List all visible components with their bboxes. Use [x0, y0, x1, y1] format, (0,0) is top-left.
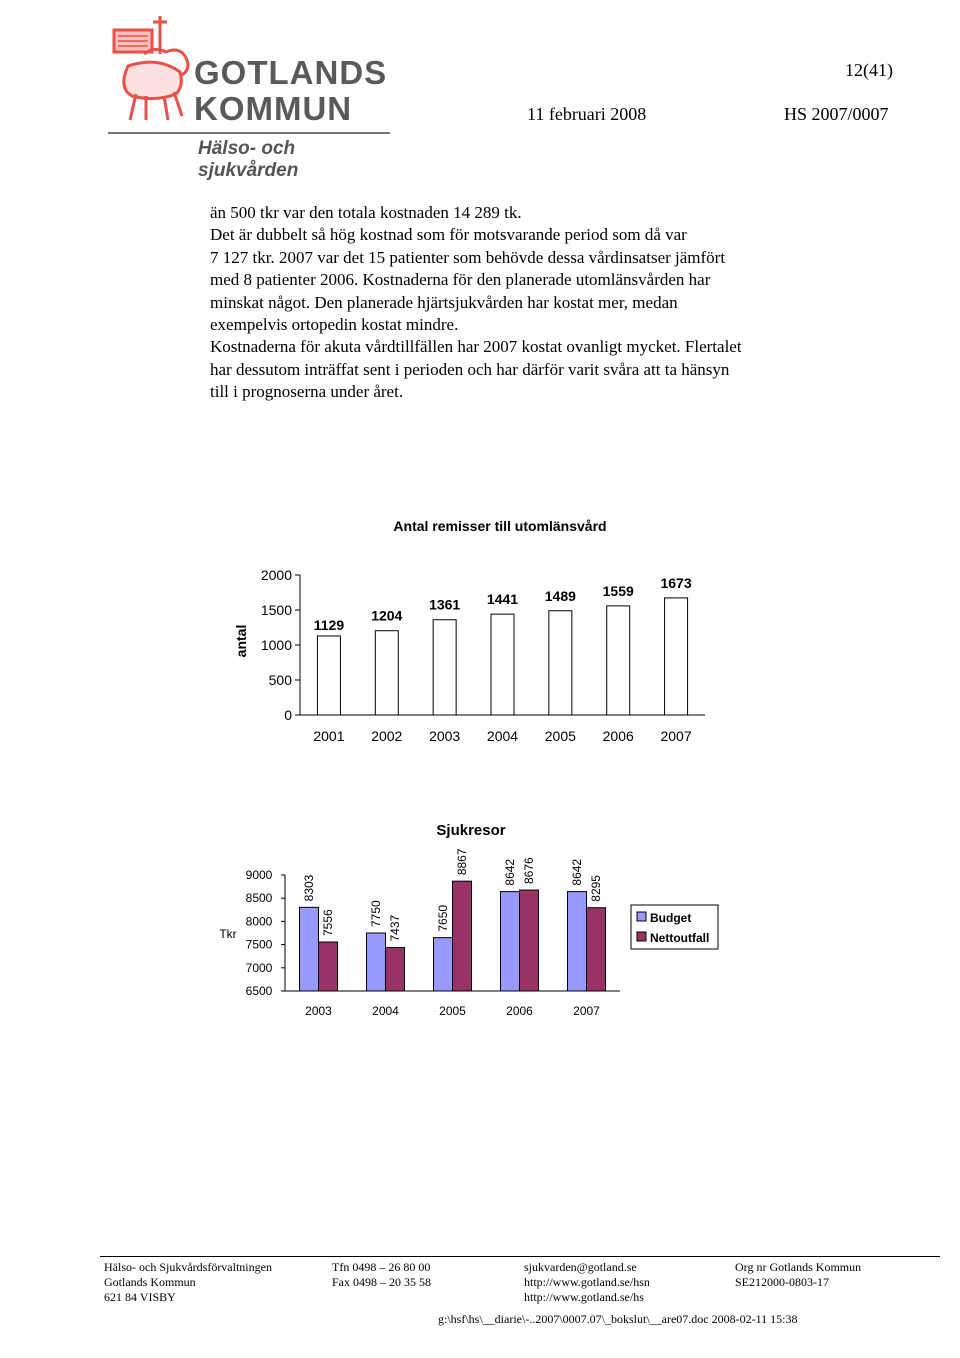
document-date: 11 februari 2008	[527, 104, 647, 124]
data-label: 1361	[429, 596, 461, 613]
data-label: 8295	[589, 875, 603, 902]
body-line: exempelvis ortopedin kostat mindre.	[210, 315, 459, 335]
bar	[300, 907, 319, 991]
bar	[319, 942, 338, 991]
x-tick-label: 2003	[305, 1004, 332, 1018]
data-label: 7750	[369, 900, 383, 927]
data-label: 1489	[544, 587, 576, 604]
x-tick-label: 2002	[371, 728, 403, 744]
bar	[386, 948, 405, 991]
body-line: än 500 tkr var den totala kostnaden 14 289 tk.	[210, 203, 522, 222]
y-tick-label: 6500	[245, 984, 273, 998]
bar	[491, 614, 514, 715]
body-text	[210, 202, 830, 404]
legend-label: Nettoutfall	[650, 931, 710, 945]
footer-website-link[interactable]: http://www.gotland.se/hs	[524, 1290, 644, 1304]
footer-website-link[interactable]: http://www.gotland.se/hsn	[524, 1275, 650, 1289]
footer-address: 621 84 VISBY	[104, 1290, 176, 1304]
bar	[665, 598, 688, 715]
data-label: 8676	[522, 857, 536, 885]
bar	[501, 892, 520, 991]
bar	[607, 606, 630, 715]
body-line: till i prognoserna under året.	[210, 382, 404, 402]
chart-legend	[631, 905, 718, 949]
y-tick-label: 9000	[245, 868, 273, 882]
x-tick-label: 2004	[372, 1004, 399, 1018]
body-line: minskat något. Den planerade hjärtsjukvården har kostat mer, medan	[210, 292, 678, 312]
page-footer	[0, 1252, 960, 1352]
tick-label-group	[246, 868, 601, 1018]
bar	[375, 631, 398, 715]
gotlands-kommun-logo	[108, 14, 398, 181]
body-line: med 8 patienter 2006. Kostnaderna för den planerade utomlänsvården har	[210, 270, 711, 290]
y-tick-label: 8500	[245, 891, 273, 906]
legend-label: Budget	[650, 911, 692, 925]
data-label: 1673	[660, 574, 692, 591]
x-tick-label: 2001	[313, 728, 345, 744]
bar	[433, 620, 456, 715]
footer-divider	[100, 1256, 940, 1257]
bar-group	[300, 881, 606, 991]
footer-phone: Tfn 0498 – 26 80 00	[332, 1260, 431, 1274]
legend-swatch	[637, 912, 646, 921]
x-tick-label: 2005	[439, 1004, 466, 1018]
y-tick-label: 2000	[260, 567, 292, 583]
bar	[549, 611, 572, 715]
x-tick-label: 2007	[573, 1004, 600, 1018]
footer-org-number-label: Org nr Gotlands Kommun	[735, 1260, 862, 1274]
footer-fax: Fax 0498 – 20 35 58	[332, 1275, 431, 1289]
logo-subtitle: Hälso- och sjukvården	[198, 138, 299, 181]
legend-swatch	[637, 932, 646, 941]
bar	[587, 908, 606, 991]
footer-org-number: SE212000-0803-17	[735, 1275, 829, 1289]
x-tick-label: 2007	[660, 728, 692, 744]
chart-title: Antal remisser till utomlänsvård	[393, 518, 607, 534]
page-number: 12(41)	[845, 60, 893, 80]
bar	[453, 881, 472, 991]
logo-name-line2: KOMMUN	[194, 90, 353, 127]
data-label: 8867	[455, 848, 469, 876]
data-label: 8303	[302, 874, 316, 902]
data-label: 1129	[313, 616, 345, 633]
x-tick-label: 2006	[602, 728, 634, 744]
y-tick-label: 8000	[245, 914, 273, 929]
footer-org-unit: Gotlands Kommun	[104, 1275, 196, 1289]
x-tick-label: 2005	[544, 728, 576, 744]
referrals-bar-chart	[200, 505, 740, 755]
logo-divider	[108, 132, 390, 134]
bar	[434, 938, 453, 991]
sick-travel-bar-chart	[210, 815, 730, 1030]
data-label: 7650	[436, 904, 450, 932]
footer-file-path: g:\hsf\hs\__diarie\-..2007\0007.07\_bokslut\__are07.doc 2008-02-11 15:38	[438, 1312, 798, 1326]
body-line: 7 127 tkr. 2007 var det 15 patienter som behövde dessa vårdinsatser jämfört	[210, 247, 726, 267]
y-axis-label: antal	[233, 624, 249, 658]
data-label: 8642	[570, 858, 584, 886]
logo-name-line1: GOTLANDS	[194, 54, 388, 91]
y-tick-label: 0	[284, 707, 292, 723]
x-tick-label: 2006	[506, 1004, 533, 1018]
data-label: 1204	[371, 607, 403, 624]
x-tick-label: 2003	[429, 728, 461, 744]
data-label: 1559	[602, 582, 634, 599]
body-line: har dessutom inträffat sent i perioden och har därför varit svåra att ta hänsyn	[210, 359, 730, 379]
y-axis-label: Tkr	[219, 927, 237, 941]
data-label: 1441	[486, 591, 519, 608]
footer-org-name: Hälso- och Sjukvårdsförvaltningen	[104, 1260, 272, 1274]
y-tick-label: 500	[268, 672, 292, 688]
chart-title: Sjukresor	[436, 822, 506, 839]
body-line: Kostnaderna för akuta vårdtillfällen har 2007 kostat ovanligt mycket. Flertalet	[210, 337, 742, 357]
x-tick-label: 2004	[486, 728, 519, 744]
data-label: 7437	[388, 914, 402, 942]
bar	[367, 933, 386, 991]
bar	[568, 892, 587, 991]
footer-email-link[interactable]: sjukvarden@gotland.se	[524, 1260, 637, 1274]
y-tick-label: 1000	[260, 637, 292, 653]
document-reference: HS 2007/0007	[784, 104, 889, 124]
body-line: Det är dubbelt så hög kostnad som för motsvarande period som då var	[210, 225, 687, 245]
bar	[317, 636, 340, 715]
data-label: 7556	[321, 909, 335, 937]
y-tick-label: 7500	[245, 937, 273, 952]
ram-emblem-icon	[108, 14, 194, 126]
data-label: 8642	[503, 858, 517, 886]
y-tick-label: 7000	[245, 960, 273, 975]
y-tick-label: 1500	[260, 602, 292, 618]
bar	[520, 890, 539, 991]
